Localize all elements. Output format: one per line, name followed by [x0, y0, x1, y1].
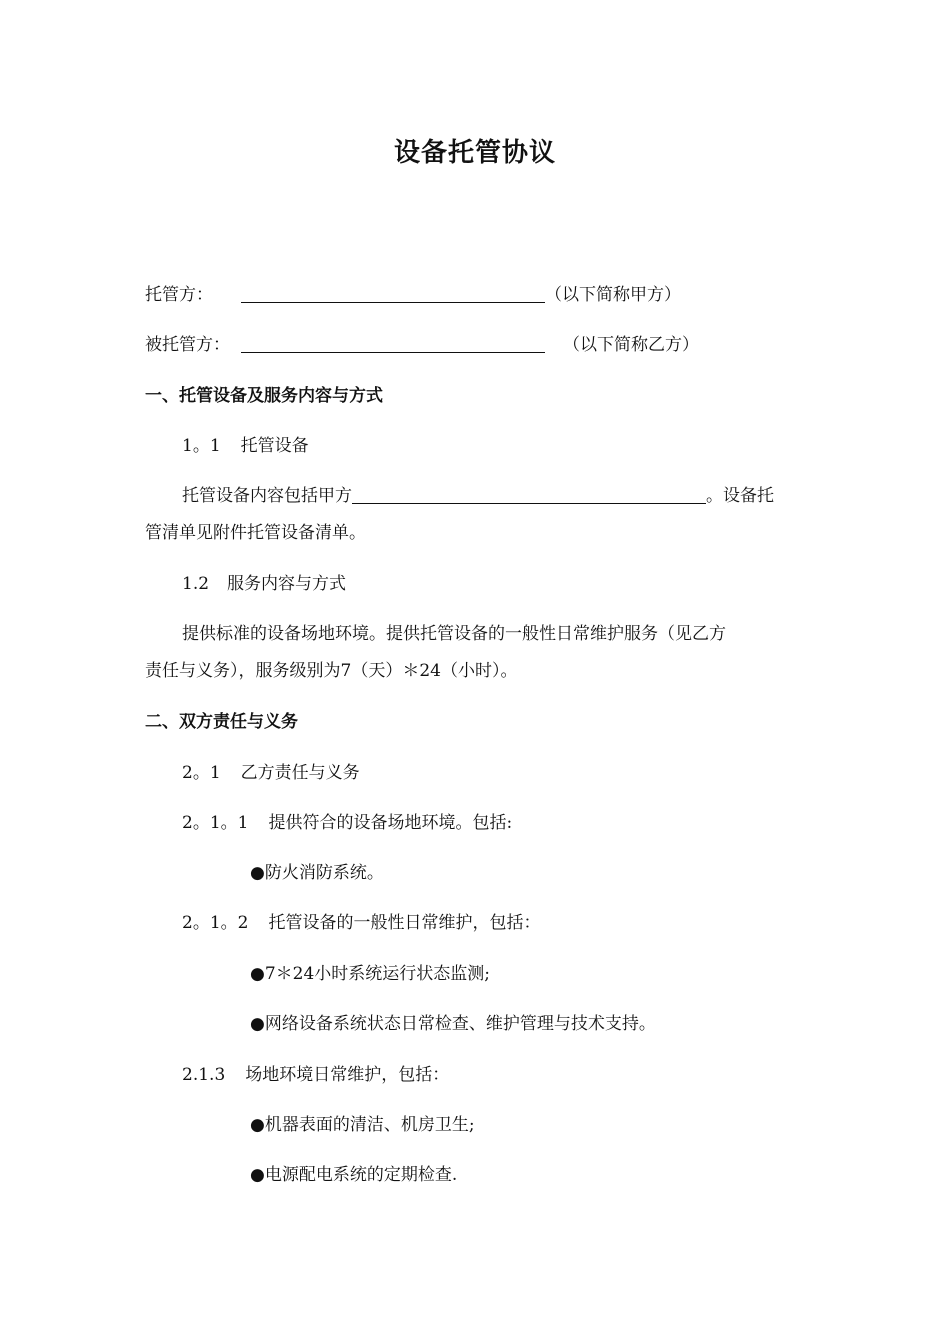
- clause-2-1-1: [182, 812, 512, 834]
- bullet-power-check: ●电源配电系统的定期检查.: [250, 1165, 458, 1185]
- clause-1-1: [182, 435, 309, 457]
- party-b-suffix: （以下简称乙方）: [563, 335, 699, 355]
- clause-1-2: [182, 573, 346, 595]
- paragraph-1-line2: 管清单见附件托管设备清单。: [145, 523, 366, 543]
- paragraph-1-line1: [182, 485, 774, 507]
- party-a-line: [145, 284, 681, 306]
- clause-2-1-1-number: 2。1。1: [182, 813, 249, 833]
- party-a-blank: [241, 284, 545, 303]
- clause-2-1-2-title: 托管设备的一般性日常维护，包括：: [268, 913, 541, 933]
- bullet-cleaning: ●机器表面的清洁、机房卫生;: [250, 1115, 475, 1135]
- clause-2-1-1-title: 提供符合的设备场地环境。包括:: [268, 813, 513, 833]
- clause-1-2-title: 服务内容与方式: [227, 574, 347, 594]
- bullet-fire-protection: ●防火消防系统。: [250, 863, 384, 883]
- clause-2-1: [182, 762, 360, 784]
- clause-2-1-title: 乙方责任与义务: [240, 763, 360, 783]
- paragraph-2-line2: 责任与义务），服务级别为7（天）＊24（小时）。: [145, 661, 518, 681]
- party-b-blank: [241, 334, 545, 353]
- clause-1-1-number: 1。1: [182, 436, 221, 456]
- party-b-label: 被托管方：: [145, 335, 230, 355]
- clause-2-1-2: [182, 912, 540, 934]
- party-b-line: [145, 334, 699, 356]
- clause-2-1-3-number: 2.1.3: [182, 1065, 226, 1085]
- clause-1-2-number: 1.2: [182, 574, 210, 594]
- equipment-blank: [352, 485, 706, 504]
- section2-heading: 二、双方责任与义务: [145, 712, 298, 732]
- party-a-label: 托管方：: [145, 285, 213, 305]
- clause-2-1-3: [182, 1064, 449, 1086]
- bullet-monitoring: ●7＊24小时系统运行状态监测;: [250, 964, 491, 984]
- bullet-network-check: ●网络设备系统状态日常检查、维护管理与技术支持。: [250, 1014, 656, 1034]
- clause-2-1-2-number: 2。1。2: [182, 913, 249, 933]
- clause-2-1-number: 2。1: [182, 763, 221, 783]
- paragraph-1-pre: 托管设备内容包括甲方: [182, 486, 352, 506]
- document-title: 设备托管协议: [393, 138, 556, 168]
- paragraph-1-post: 。设备托: [706, 486, 774, 506]
- paragraph-2-line1: 提供标准的设备场地环境。提供托管设备的一般性日常维护服务（见乙方: [182, 624, 726, 644]
- clause-2-1-3-title: 场地环境日常维护，包括：: [245, 1065, 450, 1085]
- party-a-suffix: （以下简称甲方）: [545, 285, 681, 305]
- clause-1-1-title: 托管设备: [240, 436, 309, 456]
- section1-heading: 一、托管设备及服务内容与方式: [145, 386, 383, 406]
